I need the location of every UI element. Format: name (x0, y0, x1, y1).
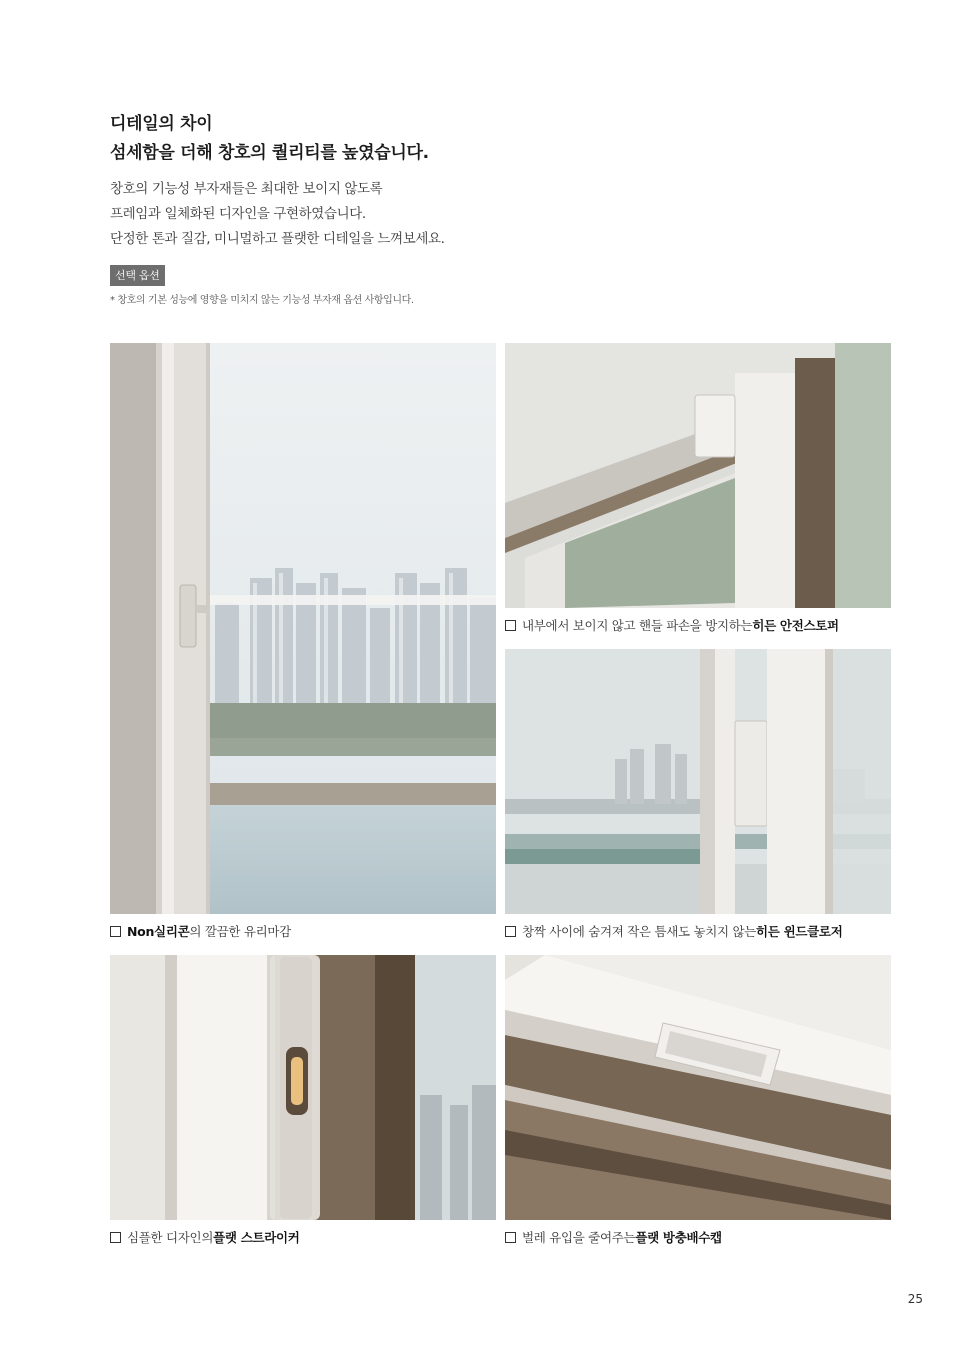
checkbox-icon (505, 926, 516, 937)
body-text (110, 177, 445, 252)
caption-closer-text: 창짝 사이에 숨겨져 작은 틈새도 놓치지 않는 (522, 924, 756, 939)
caption-stopper (505, 616, 839, 634)
heading (110, 110, 429, 168)
caption-striker (110, 1228, 300, 1246)
checkbox-icon (110, 926, 121, 937)
caption-drain (505, 1228, 722, 1246)
footnote: * 창호의 기본 성능에 영향을 미치지 않는 기능성 부자재 옵션 사항입니다. (110, 295, 414, 306)
body-line-3: 단정한 톤과 질감, 미니멀하고 플랫한 디테일을 느껴보세요. (110, 231, 445, 247)
caption-glazing-bold: Non실리콘 (127, 924, 190, 939)
page-number: 25 (907, 1292, 923, 1306)
photo-striker (110, 955, 496, 1220)
body-line-2: 프레임과 일체화된 디자인을 구현하였습니다. (110, 206, 366, 222)
checkbox-icon (505, 620, 516, 631)
photo-glazing (110, 343, 496, 914)
heading-line-1: 디테일의 차이 (110, 114, 213, 134)
caption-stopper-bold: 히든 안전스토퍼 (752, 618, 839, 633)
heading-line-2: 섬세함을 더해 창호의 퀄리티를 높였습니다. (110, 143, 429, 163)
caption-drain-bold: 플랫 방충배수캡 (635, 1230, 722, 1245)
caption-glazing-text: 의 깔끔한 유리마감 (189, 924, 291, 939)
caption-striker-text: 심플한 디자인의 (127, 1230, 214, 1245)
photo-closer (505, 649, 891, 914)
body-line-1: 창호의 기능성 부자재들은 최대한 보이지 않도록 (110, 181, 383, 197)
caption-closer (505, 922, 842, 940)
caption-glazing (110, 922, 291, 940)
caption-drain-text: 벌레 유입을 줄여주는 (522, 1230, 636, 1245)
photo-stopper (505, 343, 891, 608)
caption-closer-bold: 히든 윈드클로저 (756, 924, 843, 939)
photo-drain (505, 955, 891, 1220)
checkbox-icon (110, 1232, 121, 1243)
checkbox-icon (505, 1232, 516, 1243)
caption-striker-bold: 플랫 스트라이커 (213, 1230, 300, 1245)
caption-stopper-text: 내부에서 보이지 않고 핸들 파손을 방지하는 (522, 618, 753, 633)
option-badge: 선택 옵션 (110, 265, 165, 286)
